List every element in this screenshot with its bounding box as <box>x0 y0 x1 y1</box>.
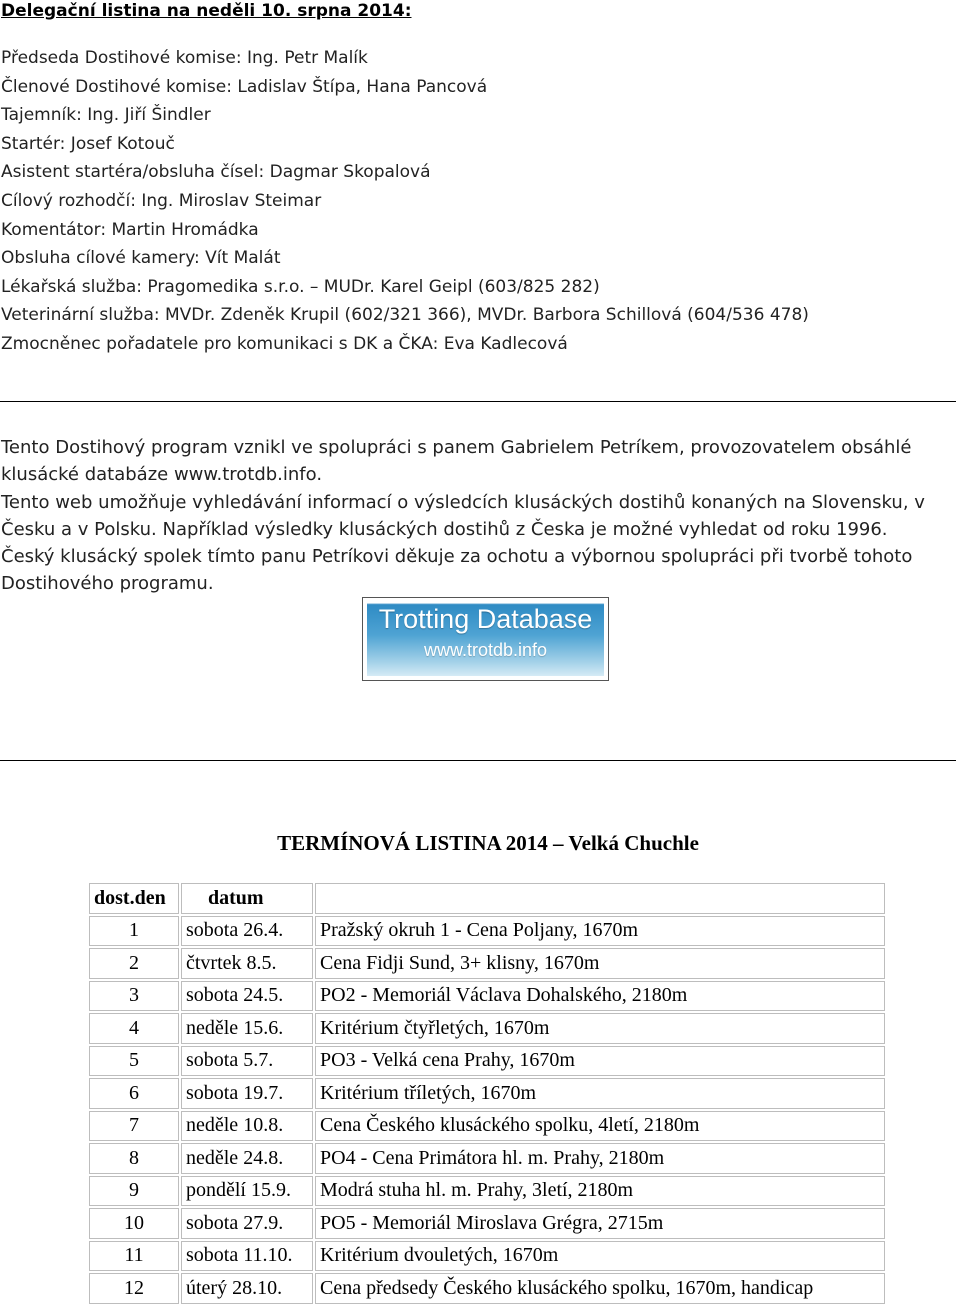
info-paragraph: Tento web umožňuje vyhledávání informací o výsledcích klusáckých dostihů konaných na Slovensku, v Česku a v Polsku. Například výsledky klusáckých dostihů z Česka je možné vyhledat od roku 1996. <box>1 491 925 540</box>
table-row <box>89 981 885 1012</box>
info-paragraph: Český klusácký spolek tímto panu Petríkovi děkuje za ochotu a výbornou spolupráci při tvorbě tohoto Dostihového programu. <box>1 546 913 595</box>
staff-line: Lékařská služba: Pragomedika s.r.o. – MUDr. Karel Geipl (603/825 282) <box>1 276 600 297</box>
column-header <box>315 883 885 914</box>
staff-line: Veterinární služba: MVDr. Zdeněk Krupil (602/321 366), MVDr. Barbora Schillová (604/536 478) <box>1 305 809 326</box>
event-cell: Kritérium dvouletých, 1670m <box>315 1241 885 1272</box>
date-cell: neděle 15.6. <box>181 1013 313 1044</box>
table-row <box>89 916 885 947</box>
table-row <box>89 1273 885 1304</box>
date-cell: neděle 10.8. <box>181 1111 313 1142</box>
race-day-cell: 1 <box>89 916 179 947</box>
event-cell: Modrá stuha hl. m. Prahy, 3letí, 2180m <box>315 1176 885 1207</box>
event-cell: PO2 - Memoriál Václava Dohalského, 2180m <box>315 981 885 1012</box>
race-day-cell: 3 <box>89 981 179 1012</box>
table-row <box>89 1241 885 1272</box>
date-cell: sobota 5.7. <box>181 1046 313 1077</box>
event-cell: Kritérium čtyřletých, 1670m <box>315 1013 885 1044</box>
date-cell: úterý 28.10. <box>181 1273 313 1304</box>
schedule-body <box>89 916 885 1304</box>
race-day-cell: 12 <box>89 1273 179 1304</box>
staff-line: Zmocněnec pořadatele pro komunikaci s DK a ČKA: Eva Kadlecová <box>1 333 568 354</box>
schedule-table <box>87 881 887 1306</box>
staff-line: Tajemník: Ing. Jiří Šindler <box>1 105 211 126</box>
table-row <box>89 1208 885 1239</box>
event-cell: Cena předsedy Českého klusáckého spolku, 1670m, handicap <box>315 1273 885 1304</box>
race-day-cell: 7 <box>89 1111 179 1142</box>
race-day-cell: 9 <box>89 1176 179 1207</box>
table-row <box>89 1111 885 1142</box>
divider <box>0 401 956 402</box>
event-cell: Cena Českého klusáckého spolku, 4letí, 2180m <box>315 1111 885 1142</box>
event-cell: Cena Fidji Sund, 3+ klisny, 1670m <box>315 948 885 979</box>
event-cell: Kritérium tříletých, 1670m <box>315 1078 885 1109</box>
table-row <box>89 1013 885 1044</box>
race-day-cell: 11 <box>89 1241 179 1272</box>
table-row <box>89 948 885 979</box>
table-row <box>89 1046 885 1077</box>
logo-url: www.trotdb.info <box>423 640 548 660</box>
divider <box>0 760 956 761</box>
staff-line: Cílový rozhodčí: Ing. Miroslav Steimar <box>1 190 322 211</box>
date-cell: sobota 26.4. <box>181 916 313 947</box>
logo-title: Trotting Database <box>378 604 593 634</box>
table-row <box>89 1176 885 1207</box>
event-cell: PO5 - Memoriál Miroslava Grégra, 2715m <box>315 1208 885 1239</box>
date-cell: čtvrtek 8.5. <box>181 948 313 979</box>
info-paragraph: Tento Dostihový program vznikl ve spolupráci s panem Gabrielem Petríkem, provozovatelem obsáhlé klusácké databáze www.trotdb.info. <box>1 437 912 486</box>
table-row <box>89 1078 885 1109</box>
schedule-title: TERMÍNOVÁ LISTINA 2014 – Velká Chuchle <box>277 831 699 855</box>
staff-list <box>1 44 809 359</box>
trotting-database-logo[interactable] <box>362 597 609 681</box>
table-header-row <box>89 883 885 914</box>
page-heading: Delegační listina na neděli 10. srpna 2014: <box>1 1 412 21</box>
date-cell: sobota 19.7. <box>181 1078 313 1109</box>
staff-line: Obsluha cílové kamery: Vít Malát <box>1 248 281 269</box>
race-day-cell: 2 <box>89 948 179 979</box>
race-day-cell: 6 <box>89 1078 179 1109</box>
staff-line: Komentátor: Martin Hromádka <box>1 219 259 240</box>
column-header: datum <box>181 883 313 914</box>
staff-line: Asistent startéra/obsluha čísel: Dagmar Skopalová <box>1 162 431 183</box>
event-cell: PO3 - Velká cena Prahy, 1670m <box>315 1046 885 1077</box>
date-cell: sobota 24.5. <box>181 981 313 1012</box>
staff-line: Startér: Josef Kotouč <box>1 133 175 154</box>
date-cell: neděle 24.8. <box>181 1143 313 1174</box>
date-cell: sobota 11.10. <box>181 1241 313 1272</box>
staff-line: Členové Dostihové komise: Ladislav Štípa, Hana Pancová <box>1 76 488 97</box>
date-cell: pondělí 15.9. <box>181 1176 313 1207</box>
race-day-cell: 4 <box>89 1013 179 1044</box>
table-row <box>89 1143 885 1174</box>
event-cell: PO4 - Cena Primátora hl. m. Prahy, 2180m <box>315 1143 885 1174</box>
event-cell: Pražský okruh 1 - Cena Poljany, 1670m <box>315 916 885 947</box>
race-day-cell: 5 <box>89 1046 179 1077</box>
staff-line: Předseda Dostihové komise: Ing. Petr Malík <box>1 48 368 68</box>
date-cell: sobota 27.9. <box>181 1208 313 1239</box>
race-day-cell: 10 <box>89 1208 179 1239</box>
column-header: dost.den <box>89 883 179 914</box>
info-text <box>1 434 957 598</box>
race-day-cell: 8 <box>89 1143 179 1174</box>
